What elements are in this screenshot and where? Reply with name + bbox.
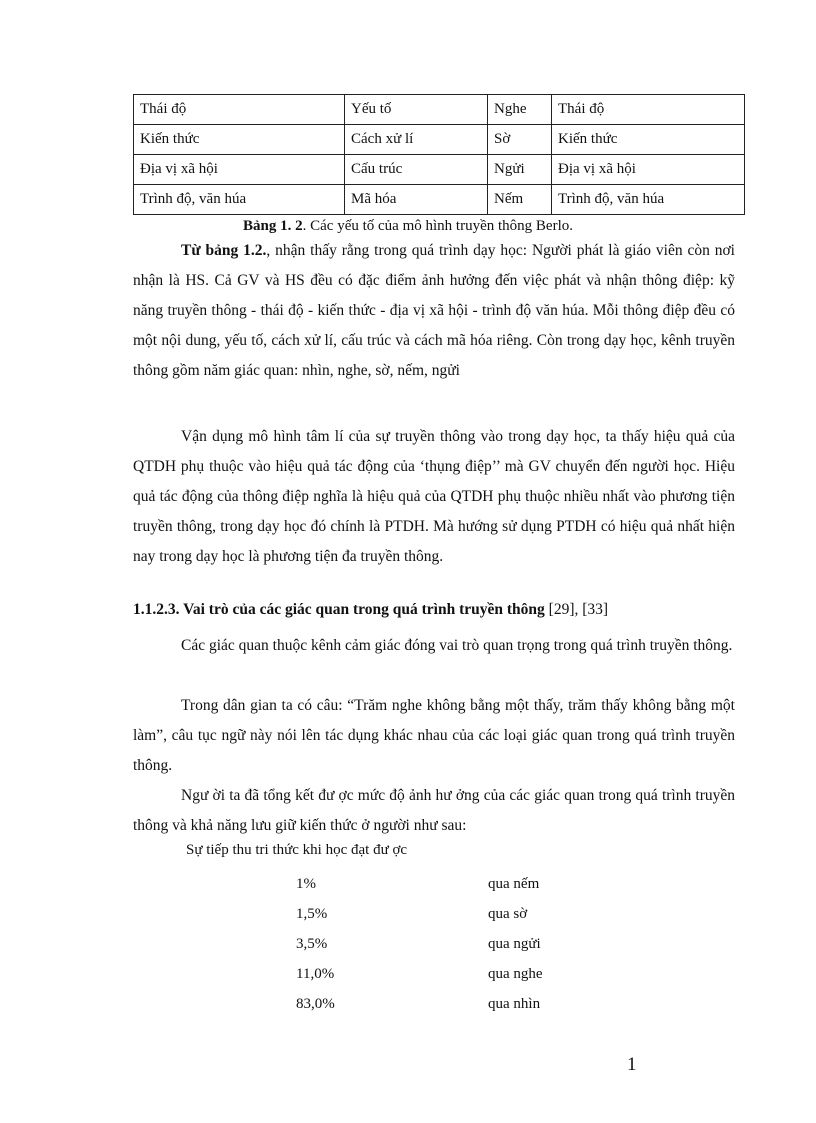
table-cell: Địa vị xã hội: [134, 155, 345, 185]
page-number: 1: [627, 1054, 637, 1075]
rate-label: qua ngửi: [488, 936, 541, 952]
caption-label: Bảng 1. 2: [243, 218, 303, 234]
berlo-factors-table: [133, 94, 745, 215]
table-row: [134, 185, 745, 215]
table-cell: Nếm: [488, 185, 552, 215]
table-cell: Mã hóa: [345, 185, 488, 215]
rate-label: qua nếm: [488, 876, 540, 892]
table-row: [134, 125, 745, 155]
table-cell: Trình độ, văn húa: [134, 185, 345, 215]
paragraph-2: [133, 422, 735, 572]
table-caption: [0, 218, 816, 235]
paragraph-text: Trong dân gian ta có câu: “Trăm nghe không bằng một thấy, trăm thấy không bằng một làm”, câu tục ngữ này nói lên tác dụng khác nhau của các loại giác quan trong quá trình truyền thông.: [133, 697, 735, 774]
paragraph-text: Vận dụng mô hình tâm lí của sự truyền thông vào trong dạy học, ta thấy hiệu quả của QTDH phụ thuộc vào hiệu quả tác động của ‘thụng điệp’’ mà GV chuyển đến người học. Hiệu quả tác động của thông điệp nghĩa là hiệu quả của QTDH phụ thuộc nhiều nhất vào phương tiện truyền thông, trong dạy học đó chính là PTDH. Mà hướng sử dụng PTDH có hiệu quả nhất hiện nay trong dạy học là phương tiện đa truyền thông.: [133, 428, 735, 565]
table-cell: Nghe: [488, 95, 552, 125]
paragraph-text: , nhận thấy rằng trong quá trình dạy học: Người phát là giáo viên còn nơi nhận là HS. Cả GV và HS đều có đặc điểm ảnh hưởng đến việc phát và nhận thông điệp: kỹ năng truyền thông - thái độ - kiến thức - địa vị xã hội - trình độ văn húa. Mỗi thông điệp đều có một nội dung, yếu tố, cách xử lí, cấu trúc và cách mã hóa riêng. Còn trong dạy học, kênh truyền thông gồm năm giác quan: nhìn, nghe, sờ, nếm, ngửi: [133, 242, 735, 379]
table-cell: Ngửi: [488, 155, 552, 185]
paragraph-lead: Từ bảng 1.2.: [181, 242, 267, 259]
section-heading-title: 1.1.2.3. Vai trò của các giác quan trong quá trình truyền thông: [133, 601, 545, 618]
rate-value: 11,0%: [296, 966, 335, 982]
table-cell: Kiến thức: [134, 125, 345, 155]
table-row: [134, 155, 745, 185]
rate-value: 1,5%: [296, 906, 328, 922]
rate-value: 1%: [296, 876, 316, 892]
table-cell: Yếu tố: [345, 95, 488, 125]
table-cell: Kiến thức: [552, 125, 745, 155]
table-cell: Cấu trúc: [345, 155, 488, 185]
rate-value: 3,5%: [296, 936, 328, 952]
paragraph-1: [133, 236, 735, 386]
table-cell: Thái độ: [552, 95, 745, 125]
table-cell: Cách xử lí: [345, 125, 488, 155]
table-cell: Sờ: [488, 125, 552, 155]
paragraph-text: Ngư ời ta đã tổng kết đư ợc mức độ ảnh hư ởng của các giác quan trong quá trình truyền thông và khả năng lưu giữ kiến thức ở người như sau:: [133, 787, 735, 834]
table-cell: Thái độ: [134, 95, 345, 125]
rate-label: qua nhìn: [488, 996, 541, 1012]
rates-intro: Sự tiếp thu tri thức khi học đạt đư ợc: [186, 842, 408, 858]
paragraph-3: [133, 631, 735, 661]
section-heading: [133, 601, 608, 619]
section-heading-refs: [29], [33]: [544, 601, 609, 618]
paragraph-4: [133, 691, 735, 781]
rate-value: 83,0%: [296, 996, 335, 1012]
table-row: [134, 95, 745, 125]
paragraph-5: [133, 781, 735, 841]
rate-label: qua nghe: [488, 966, 543, 982]
rate-label: qua sờ: [488, 906, 528, 922]
table-cell: Địa vị xã hội: [552, 155, 745, 185]
table-cell: Trình độ, văn húa: [552, 185, 745, 215]
paragraph-text: Các giác quan thuộc kênh cảm giác đóng vai trò quan trọng trong quá trình truyền thông.: [181, 637, 733, 654]
caption-text: . Các yếu tố của mô hình truyền thông Berlo.: [302, 218, 573, 234]
